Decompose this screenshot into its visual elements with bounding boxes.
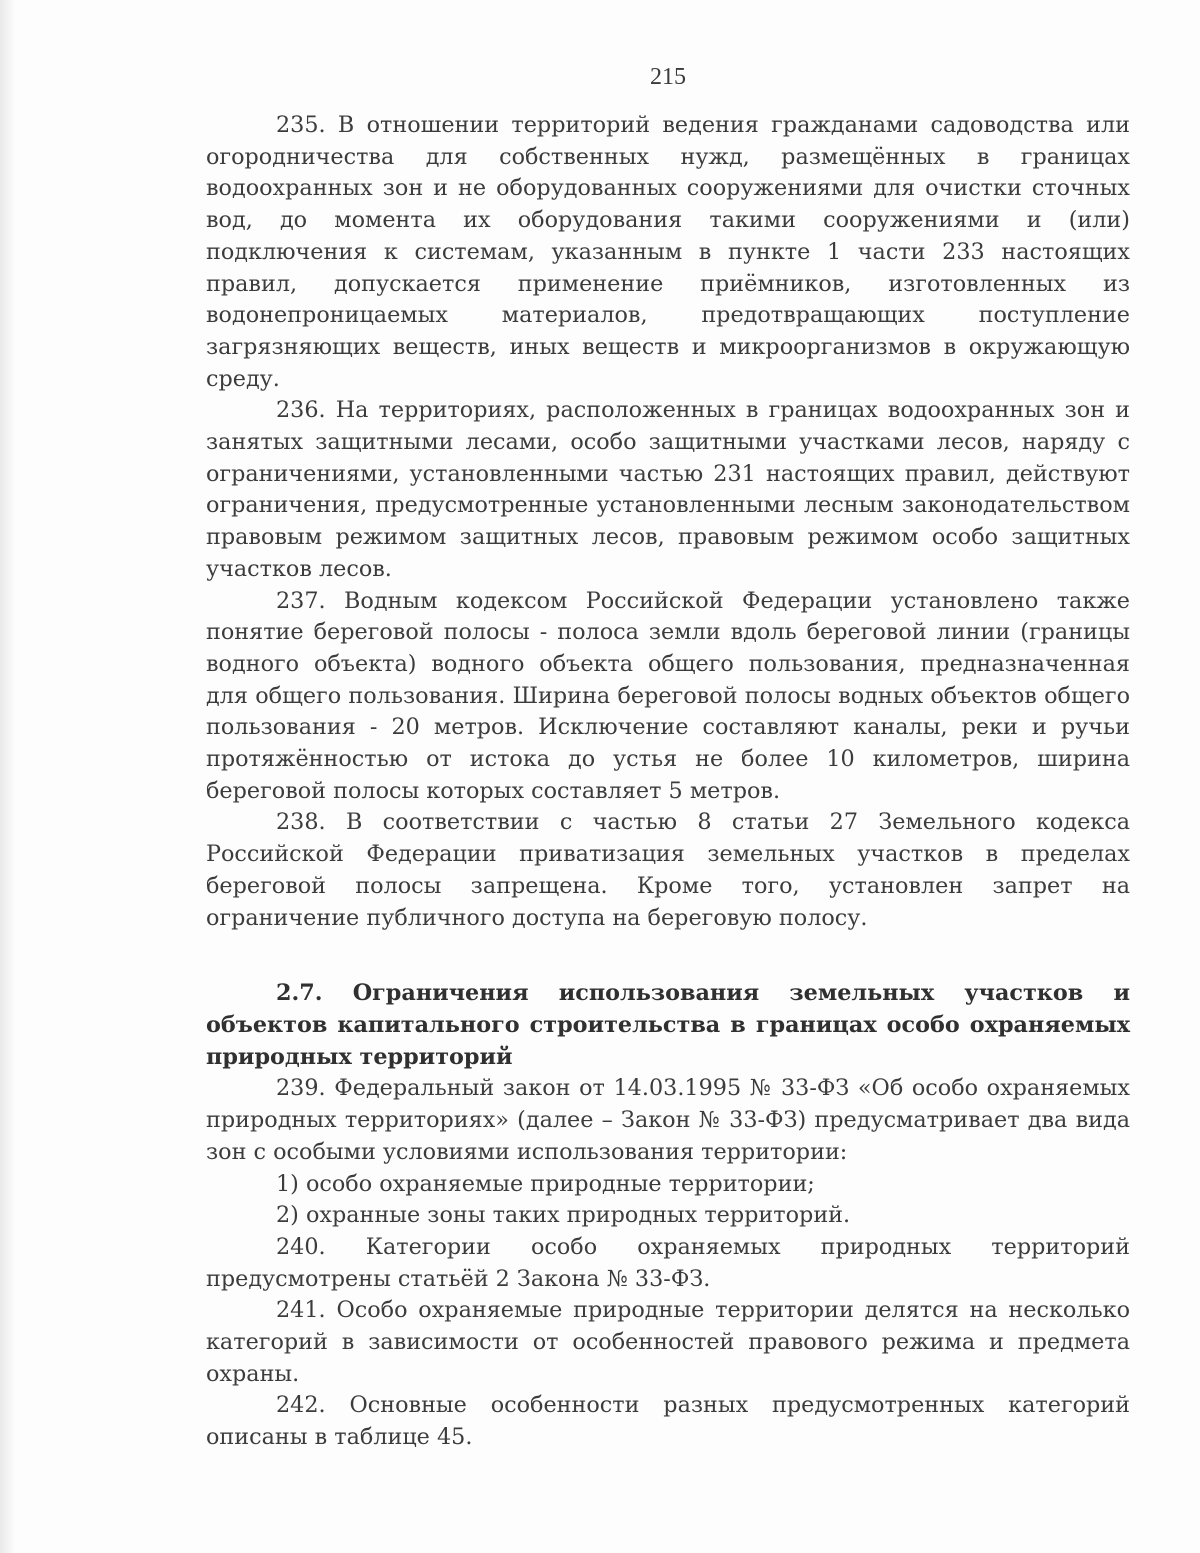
paragraph-240: 240. Категории особо охраняемых природных территорий предусмотрены статьёй 2 Закона № 33-ФЗ. <box>206 1233 1130 1292</box>
paragraph-241: 241. Особо охраняемые природные территории делятся на несколько категорий в зависимости от особенностей правового режима и предмета охраны. <box>206 1297 1130 1387</box>
paragraph-239: 239. Федеральный закон от 14.03.1995 № 33-ФЗ «Об особо охраняемых природных территориях» (далее – Закон № 33-ФЗ) предусматривает два вида зон с особыми условиями использования территории: <box>206 1075 1130 1165</box>
paragraph-237: 237. Водным кодексом Российской Федерации установлено также понятие береговой полосы - полоса земли вдоль береговой линии (границы водного объекта) водного объекта общего пользования, предназначенная для общего пользования. Ширина береговой полосы водных объектов общего пользования - 20 метров. Исключение составляют каналы, реки и ручьи протяжённостью от истока до устья не более 10 километров, ширина береговой полосы которых составляет 5 метров. <box>206 587 1130 804</box>
scan-edge <box>0 0 14 1553</box>
page-number: 215 <box>650 64 686 90</box>
paragraph-242: 242. Основные особенности разных предусмотренных категорий описаны в таблице 45. <box>206 1392 1130 1451</box>
document-body <box>206 110 1130 1454</box>
list-item-1: 1) особо охраняемые природные территории; <box>276 1170 815 1197</box>
section-heading-2-7: 2.7. Ограничения использования земельных участков и объектов капитального строительства в границах особо охраняемых природных территорий <box>206 980 1130 1070</box>
list-item-2: 2) охранные зоны таких природных территорий. <box>276 1202 851 1229</box>
paragraph-236: 236. На территориях, расположенных в границах водоохранных зон и занятых защитными лесами, особо защитными участками лесов, наряду с ограничениями, установленными частью 231 настоящих правил, действуют ограничения, предусмотренные установленными лесным законодательством правовым режимом защитных лесов, правовым режимом особо защитных участков лесов. <box>206 397 1130 582</box>
paragraph-235: 235. В отношении территорий ведения гражданами садоводства или огородничества для собственных нужд, размещённых в границах водоохранных зон и не оборудованных сооружениями для очистки сточных вод, до момента их оборудования такими сооружениями и (или) подключения к системам, указанным в пункте 1 части 233 настоящих правил, допускается применение приёмников, изготовленных из водонепроницаемых материалов, предотвращающих поступление загрязняющих веществ, иных веществ и микроорганизмов в окружающую среду. <box>206 112 1130 392</box>
paragraph-238: 238. В соответствии с частью 8 статьи 27 Земельного кодекса Российской Федерации приватизация земельных участков в пределах береговой полосы запрещена. Кроме того, установлен запрет на ограничение публичного доступа на береговую полосу. <box>206 809 1130 931</box>
